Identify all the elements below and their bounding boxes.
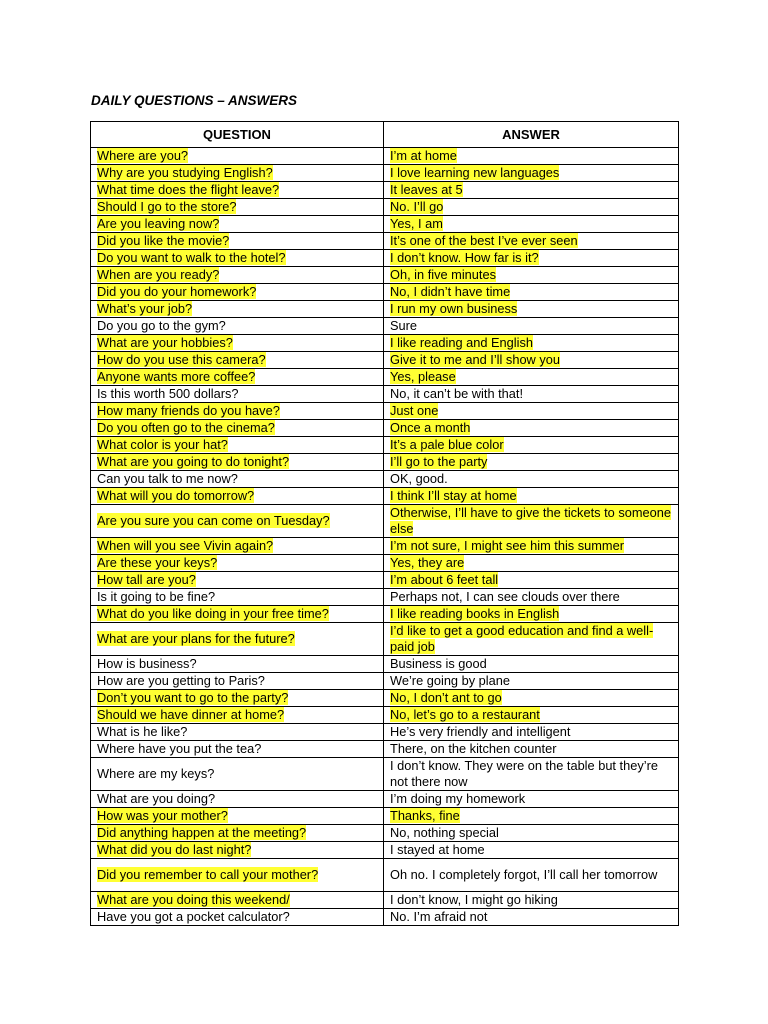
answer-text: Yes, I am xyxy=(390,216,443,231)
table-row xyxy=(91,825,679,842)
answer-cell xyxy=(384,859,679,892)
table-row xyxy=(91,808,679,825)
answer-text: Perhaps not, I can see clouds over there xyxy=(390,589,620,604)
answer-text: I think I’ll stay at home xyxy=(390,488,517,503)
table-row xyxy=(91,555,679,572)
table-row xyxy=(91,741,679,758)
question-text: Is this worth 500 dollars? xyxy=(97,386,239,401)
question-text: Did you remember to call your mother? xyxy=(97,867,319,882)
question-text: Where are my keys? xyxy=(97,766,215,781)
table-row xyxy=(91,673,679,690)
question-cell xyxy=(91,859,384,892)
question-cell xyxy=(91,454,384,471)
answer-cell xyxy=(384,656,679,673)
question-text: What are you doing? xyxy=(97,791,216,806)
question-text: Why are you studying English? xyxy=(97,165,273,180)
question-text: What are you going to do tonight? xyxy=(97,454,290,469)
answer-cell xyxy=(384,403,679,420)
question-text: How do you use this camera? xyxy=(97,352,266,367)
answer-cell xyxy=(384,673,679,690)
table-row xyxy=(91,656,679,673)
answer-cell xyxy=(384,437,679,454)
table-row xyxy=(91,606,679,623)
answer-cell xyxy=(384,690,679,707)
question-text: What do you like doing in your free time? xyxy=(97,606,329,621)
answer-cell xyxy=(384,352,679,369)
answer-cell xyxy=(384,471,679,488)
table-row xyxy=(91,420,679,437)
answer-text: I’d like to get a good education and find a well-paid job xyxy=(390,623,654,654)
question-cell xyxy=(91,707,384,724)
question-cell xyxy=(91,758,384,791)
question-text: Are these your keys? xyxy=(97,555,218,570)
answer-cell xyxy=(384,182,679,199)
answer-text: I don’t know. They were on the table but they’re not there now xyxy=(390,758,658,789)
table-row xyxy=(91,454,679,471)
question-text: When are you ready? xyxy=(97,267,220,282)
question-text: What color is your hat? xyxy=(97,437,228,452)
question-cell xyxy=(91,301,384,318)
qa-table xyxy=(90,121,679,926)
question-cell xyxy=(91,250,384,267)
answer-cell xyxy=(384,892,679,909)
answer-text: I don’t know, I might go hiking xyxy=(390,892,558,907)
answer-cell xyxy=(384,741,679,758)
question-text: What is he like? xyxy=(97,724,188,739)
answer-text: I’ll go to the party xyxy=(390,454,488,469)
answer-cell xyxy=(384,505,679,538)
question-cell xyxy=(91,606,384,623)
question-text: Should I go to the store? xyxy=(97,199,237,214)
table-row xyxy=(91,909,679,926)
table-row xyxy=(91,538,679,555)
question-text: Do you go to the gym? xyxy=(97,318,226,333)
table-row xyxy=(91,488,679,505)
question-cell xyxy=(91,437,384,454)
question-text: Where are you? xyxy=(97,148,189,163)
question-text: What are your plans for the future? xyxy=(97,631,295,646)
question-text: Anyone wants more coffee? xyxy=(97,369,256,384)
answer-text: It’s one of the best I’ve ever seen xyxy=(390,233,578,248)
table-row xyxy=(91,165,679,182)
table-row xyxy=(91,335,679,352)
answer-text: No, let’s go to a restaurant xyxy=(390,707,540,722)
answer-cell xyxy=(384,623,679,656)
answer-cell xyxy=(384,165,679,182)
table-row xyxy=(91,471,679,488)
table-row xyxy=(91,182,679,199)
answer-cell xyxy=(384,335,679,352)
answer-cell xyxy=(384,488,679,505)
answer-cell xyxy=(384,284,679,301)
question-cell xyxy=(91,284,384,301)
question-cell xyxy=(91,267,384,284)
answer-cell xyxy=(384,216,679,233)
answer-cell xyxy=(384,791,679,808)
answer-cell xyxy=(384,825,679,842)
answer-cell xyxy=(384,199,679,216)
answer-text: Oh, in five minutes xyxy=(390,267,496,282)
table-row xyxy=(91,892,679,909)
document-title: DAILY QUESTIONS – ANSWERS xyxy=(91,93,298,108)
table-body xyxy=(91,148,679,926)
table-row xyxy=(91,352,679,369)
answer-cell xyxy=(384,724,679,741)
question-cell xyxy=(91,403,384,420)
answer-text: Just one xyxy=(390,403,439,418)
answer-text: It leaves at 5 xyxy=(390,182,463,197)
question-cell xyxy=(91,892,384,909)
answer-text: We’re going by plane xyxy=(390,673,510,688)
answer-cell xyxy=(384,454,679,471)
answer-column-header: ANSWER xyxy=(384,122,679,148)
answer-text: No, I don’t ant to go xyxy=(390,690,502,705)
answer-text: I run my own business xyxy=(390,301,518,316)
table-row xyxy=(91,318,679,335)
question-text: How is business? xyxy=(97,656,197,671)
question-cell xyxy=(91,335,384,352)
answer-text: I don’t know. How far is it? xyxy=(390,250,539,265)
table-row xyxy=(91,623,679,656)
question-cell xyxy=(91,555,384,572)
question-cell xyxy=(91,386,384,403)
question-cell xyxy=(91,842,384,859)
question-text: How tall are you? xyxy=(97,572,196,587)
table-row xyxy=(91,572,679,589)
question-text: What are you doing this weekend/ xyxy=(97,892,290,907)
question-text: Do you want to walk to the hotel? xyxy=(97,250,286,265)
table-row xyxy=(91,859,679,892)
answer-text: I’m at home xyxy=(390,148,457,163)
question-cell xyxy=(91,420,384,437)
answer-cell xyxy=(384,250,679,267)
question-cell xyxy=(91,488,384,505)
question-cell xyxy=(91,673,384,690)
table-row xyxy=(91,791,679,808)
answer-cell xyxy=(384,572,679,589)
answer-text: OK, good. xyxy=(390,471,448,486)
question-cell xyxy=(91,216,384,233)
table-row xyxy=(91,403,679,420)
answer-cell xyxy=(384,808,679,825)
answer-cell xyxy=(384,148,679,165)
question-text: What did you do last night? xyxy=(97,842,252,857)
answer-cell xyxy=(384,758,679,791)
question-cell xyxy=(91,741,384,758)
answer-text: I love learning new languages xyxy=(390,165,560,180)
answer-cell xyxy=(384,589,679,606)
question-text: Have you got a pocket calculator? xyxy=(97,909,290,924)
question-cell xyxy=(91,791,384,808)
table-row xyxy=(91,284,679,301)
question-text: What’s your job? xyxy=(97,301,193,316)
answer-text: I’m doing my homework xyxy=(390,791,526,806)
answer-cell xyxy=(384,369,679,386)
answer-cell xyxy=(384,555,679,572)
answer-cell xyxy=(384,606,679,623)
question-cell xyxy=(91,165,384,182)
answer-text: I stayed at home xyxy=(390,842,485,857)
answer-cell xyxy=(384,301,679,318)
answer-cell xyxy=(384,842,679,859)
question-text: How was your mother? xyxy=(97,808,228,823)
answer-cell xyxy=(384,707,679,724)
answer-text: No. I’ll go xyxy=(390,199,444,214)
question-cell xyxy=(91,656,384,673)
question-cell xyxy=(91,471,384,488)
answer-text: It’s a pale blue color xyxy=(390,437,504,452)
question-text: Is it going to be fine? xyxy=(97,589,216,604)
table-row xyxy=(91,842,679,859)
answer-text: No, it can’t be with that! xyxy=(390,386,524,401)
table-row xyxy=(91,250,679,267)
question-text: Are you leaving now? xyxy=(97,216,220,231)
question-text: Did you do your homework? xyxy=(97,284,257,299)
question-text: Did anything happen at the meeting? xyxy=(97,825,307,840)
table-row xyxy=(91,690,679,707)
answer-cell xyxy=(384,267,679,284)
answer-text: No. I’m afraid not xyxy=(390,909,488,924)
question-cell xyxy=(91,724,384,741)
question-text: Did you like the movie? xyxy=(97,233,230,248)
answer-text: Once a month xyxy=(390,420,471,435)
table-row xyxy=(91,437,679,454)
question-text: Where have you put the tea? xyxy=(97,741,262,756)
answer-text: I like reading books in English xyxy=(390,606,560,621)
answer-text: Oh no. I completely forgot, I’ll call her tomorrow xyxy=(390,867,658,882)
question-text: Can you talk to me now? xyxy=(97,471,238,486)
answer-cell xyxy=(384,420,679,437)
answer-cell xyxy=(384,318,679,335)
question-cell xyxy=(91,233,384,250)
answer-text: Yes, they are xyxy=(390,555,465,570)
question-text: Are you sure you can come on Tuesday? xyxy=(97,513,330,528)
answer-text: No, nothing special xyxy=(390,825,499,840)
question-text: Don’t you want to go to the party? xyxy=(97,690,289,705)
table-header-row xyxy=(91,122,679,148)
answer-text: Thanks, fine xyxy=(390,808,460,823)
question-cell xyxy=(91,352,384,369)
question-text: How many friends do you have? xyxy=(97,403,280,418)
table-row xyxy=(91,386,679,403)
question-cell xyxy=(91,623,384,656)
table-row xyxy=(91,758,679,791)
question-cell xyxy=(91,909,384,926)
question-text: When will you see Vivin again? xyxy=(97,538,274,553)
question-column-header: QUESTION xyxy=(91,122,384,148)
question-cell xyxy=(91,808,384,825)
table-row xyxy=(91,589,679,606)
question-cell xyxy=(91,369,384,386)
table-row xyxy=(91,216,679,233)
answer-text: Business is good xyxy=(390,656,487,671)
question-text: How are you getting to Paris? xyxy=(97,673,265,688)
answer-cell xyxy=(384,538,679,555)
question-cell xyxy=(91,199,384,216)
answer-text: Yes, please xyxy=(390,369,456,384)
table-row xyxy=(91,199,679,216)
question-text: Do you often go to the cinema? xyxy=(97,420,275,435)
answer-text: I’m about 6 feet tall xyxy=(390,572,499,587)
question-cell xyxy=(91,538,384,555)
table-row xyxy=(91,148,679,165)
table-row xyxy=(91,505,679,538)
question-cell xyxy=(91,505,384,538)
question-cell xyxy=(91,572,384,589)
question-text: What will you do tomorrow? xyxy=(97,488,255,503)
question-cell xyxy=(91,825,384,842)
answer-text: Sure xyxy=(390,318,418,333)
question-cell xyxy=(91,589,384,606)
answer-text: He’s very friendly and intelligent xyxy=(390,724,571,739)
question-text: What time does the flight leave? xyxy=(97,182,280,197)
question-cell xyxy=(91,148,384,165)
table-row xyxy=(91,301,679,318)
answer-text: No, I didn’t have time xyxy=(390,284,511,299)
table-row xyxy=(91,707,679,724)
answer-text: Give it to me and I’ll show you xyxy=(390,352,560,367)
answer-cell xyxy=(384,233,679,250)
answer-text: There, on the kitchen counter xyxy=(390,741,557,756)
answer-cell xyxy=(384,909,679,926)
question-cell xyxy=(91,182,384,199)
question-text: Should we have dinner at home? xyxy=(97,707,285,722)
question-cell xyxy=(91,690,384,707)
answer-text: I’m not sure, I might see him this summer xyxy=(390,538,624,553)
table-row xyxy=(91,369,679,386)
table-row xyxy=(91,267,679,284)
question-text: What are your hobbies? xyxy=(97,335,233,350)
table-row xyxy=(91,233,679,250)
answer-text: Otherwise, I’ll have to give the tickets to someone else xyxy=(390,505,671,536)
answer-cell xyxy=(384,386,679,403)
answer-text: I like reading and English xyxy=(390,335,533,350)
question-cell xyxy=(91,318,384,335)
table-row xyxy=(91,724,679,741)
